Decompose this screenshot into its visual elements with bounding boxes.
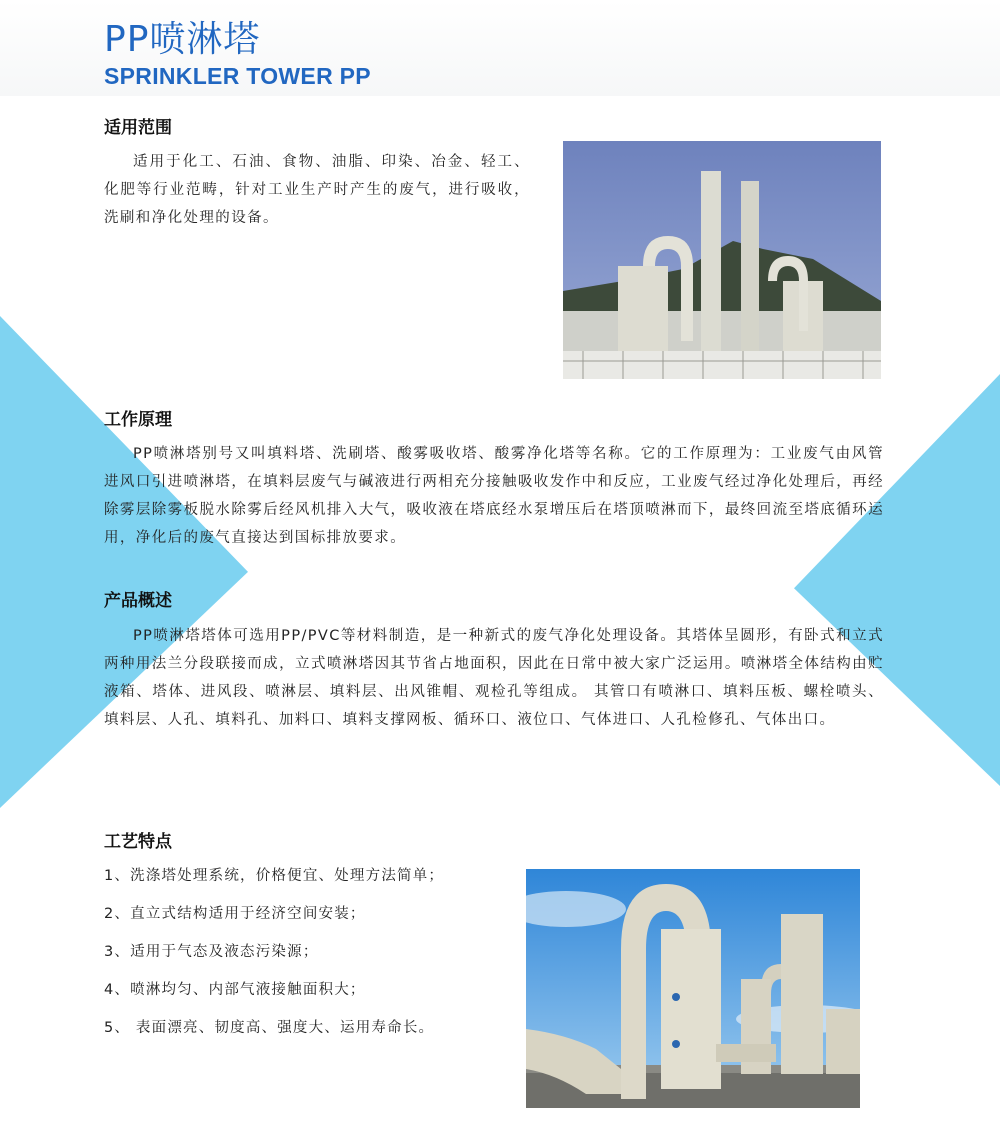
- section-body-principle: PP喷淋塔别号又叫填料塔、洗刷塔、酸雾吸收塔、酸雾净化塔等名称。它的工作原理为：工业废气由风管进风口引进喷淋塔，在填料层废气与碱液进行两相充分接触吸收发作中和反应，工业废气经过净化处理后，再经除雾层除雾板脱水除雾后经风机排入大气，吸收液在塔底经水泵增压后在塔顶喷淋而下，最终回流至塔底循环运用，净化后的废气直接达到国标排放要求。: [104, 446, 884, 546]
- decorative-left-triangle: [0, 316, 248, 808]
- feature-item: 5、 表面漂亮、韧度高、强度大、运用寿命长。: [104, 1020, 435, 1036]
- feature-item: 4、喷淋均匀、内部气液接触面积大；: [104, 982, 366, 998]
- feature-item: 1、洗涤塔处理系统，价格便宜、处理方法简单；: [104, 868, 445, 884]
- page-title-en: SPRINKLER TOWER PP: [104, 63, 371, 89]
- page-title-cn: PP喷淋塔: [104, 19, 261, 60]
- feature-item: 2、直立式结构适用于经济空间安装；: [104, 906, 366, 922]
- feature-item: 3、适用于气态及液态污染源；: [104, 944, 319, 960]
- section-heading-features: 工艺特点: [104, 832, 172, 852]
- photo-towers-rooftop: [526, 869, 860, 1108]
- section-body-overview: PP喷淋塔塔体可选用PP/PVC等材料制造，是一种新式的废气净化处理设备。其塔体呈圆形，有卧式和立式两种用法兰分段联接而成，立式喷淋塔因其节省占地面积，因此在日常中被大家广泛运用。喷淋塔全体结构由贮液箱、塔体、进风段、喷淋层、填料层、出风锥帽、观检孔等组成。 其管口有喷淋口、填料压板、螺栓喷头、填料层、人孔、填料孔、加料口、填料支撑网板、循环口、液位口、气体进口、人孔检修孔、气体出口。: [104, 628, 884, 728]
- section-heading-scope: 适用范围: [104, 118, 172, 138]
- photo-towers-landscape: [563, 141, 881, 379]
- features-list: [104, 866, 514, 1056]
- section-body-scope: 适用于化工、石油、食物、油脂、印染、冶金、轻工、化肥等行业范畴，针对工业生产时产生的废气，进行吸收，洗刷和净化处理的设备。: [104, 154, 530, 226]
- section-heading-principle: 工作原理: [104, 410, 172, 430]
- section-heading-overview: 产品概述: [104, 591, 172, 611]
